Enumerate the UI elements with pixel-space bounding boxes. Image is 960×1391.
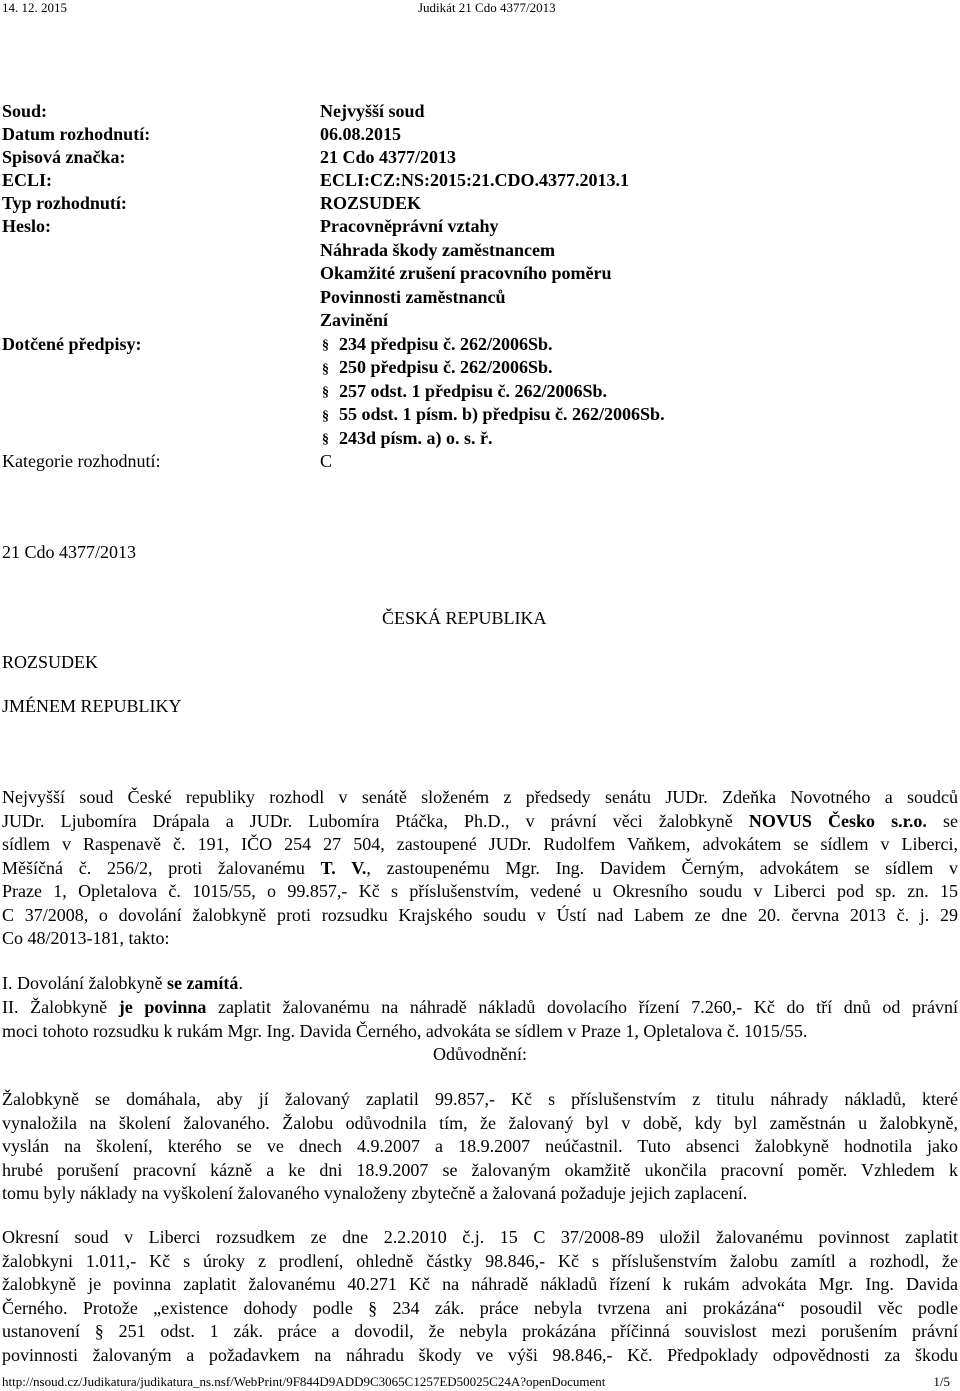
reasons-paragraph-2: Okresní soud v Liberci rozsudkem ze dne 2.2.2010 č.j. 15 C 37/2008-89 uložil žalovanému povinnost zaplatit žalobkyni 1.011,- Kč s úroky z prodlení, ohledně částky 98.846,- Kč s příslušenstvím žalobu zamítl a rozhodl, že žalobkyně je povinna zaplatit žalovanému 40.271 Kč na náhradě nákladů řízení k rukám advokáta Mgr. Ing. Davida Černého. Protože „existence dohody podle § 234 zák. práce nebyla tvrzena ani prokázána“ posoudil věc podle ustanovení § 251 odst. 1 zák. práce a dovodil, že nebyla prokázána příčinná souvislost mezi porušením právní povinnosti žalovaným a požadavkem na náhradu škody ve výši 98.846,- Kč. Předpoklady odpovědnosti za škodu xyxy=(2,1227,958,1365)
meta-label: Datum rozhodnutí: xyxy=(2,124,151,144)
page-footer xyxy=(2,1374,958,1390)
party-defendant: T. V. xyxy=(320,857,367,878)
ruling-1: I. Dovolání žalobkyně se zamítá. xyxy=(2,973,243,993)
keyword: Zavinění xyxy=(320,310,389,330)
law-reference[interactable]: § 234 předpisu č. 262/2006Sb. xyxy=(322,333,553,354)
intro-line: Měšíčná č. 256/2, proti žalovanému T. V., zastoupenému Mgr. Ing. Davidem Černým, advokátem se sídlem v xyxy=(2,857,958,878)
meta-label: Soud: xyxy=(2,101,48,121)
in-name-heading: JMÉNEM REPUBLIKY xyxy=(2,696,182,716)
keyword: Náhrada škody zaměstnancem xyxy=(320,239,556,260)
meta-value-ecli: ECLI:CZ:NS:2015:21.CDO.4377.2013.1 xyxy=(320,170,630,190)
keyword: Okamžité zrušení pracovního poměru xyxy=(320,263,612,283)
svg-text:§: § xyxy=(322,338,329,352)
print-date: 14. 12. 2015 xyxy=(2,0,67,15)
ruling-2: II. Žalobkyně je povinna zaplatit žalovanému na náhradě nákladů dovolacího řízení 7.260,- Kč do tří dnů od právní moci tohoto rozsudku k rukám Mgr. Ing. Davida Černého, advokáta se sídlem v Praze 1, Opletalova č. 1015/55. xyxy=(2,997,958,1041)
svg-text:§: § xyxy=(322,385,329,399)
print-title: Judikát 21 Cdo 4377/2013 xyxy=(418,0,556,15)
intro-line: sídlem v Raspenavě č. 191, IČO 254 27 504, zastoupené JUDr. Rudolfem Vaňkem, advokátem se sídlem v Liberci, xyxy=(2,834,958,854)
reasons-title: Odůvodnění: xyxy=(433,1044,527,1064)
svg-text:§: § xyxy=(322,361,329,375)
meta-label: Spisová značka: xyxy=(2,147,126,167)
case-number: 21 Cdo 4377/2013 xyxy=(2,542,137,562)
meta-label: Dotčené předpisy: xyxy=(2,333,142,354)
keyword: Povinnosti zaměstnanců xyxy=(320,286,506,307)
law-reference[interactable]: § 250 předpisu č. 262/2006Sb. xyxy=(322,357,553,377)
meta-label: ECLI: xyxy=(2,170,53,190)
meta-value-mark: 21 Cdo 4377/2013 xyxy=(320,147,457,167)
intro-line: Praze 1, Opletalova č. 1015/55, o 99.857,- Kč s příslušenstvím, vedené u Okresního soudu v Liberci pod sp. zn. 15 xyxy=(2,881,958,901)
intro-line: Nejvyšší soud České republiky rozhodl v senátě složeném z předsedy senátu JUDr. Zdeňka Novotného a soudců xyxy=(2,787,958,807)
document-body xyxy=(2,0,958,1372)
svg-text:§: § xyxy=(322,408,329,422)
law-reference[interactable]: § 55 odst. 1 písm. b) předpisu č. 262/2006Sb. xyxy=(322,404,665,424)
svg-text:§: § xyxy=(322,432,329,446)
law-reference[interactable]: § 257 odst. 1 předpisu č. 262/2006Sb. xyxy=(322,380,608,401)
meta-label: Typ rozhodnutí: xyxy=(2,193,127,213)
law-reference[interactable]: § 243d písm. a) o. s. ř. xyxy=(322,427,493,448)
republic-heading: ČESKÁ REPUBLIKA xyxy=(382,608,547,628)
meta-label: Heslo: xyxy=(2,216,51,236)
meta-value-category: C xyxy=(320,451,333,471)
page-number: 1/5 xyxy=(933,1374,950,1389)
meta-label: Kategorie rozhodnutí: xyxy=(2,451,161,471)
keyword: Pracovněprávní vztahy xyxy=(320,216,499,236)
intro-line: Co 48/2013-181, takto: xyxy=(2,928,170,948)
meta-value-date: 06.08.2015 xyxy=(320,124,401,144)
reasons-paragraph-1: Žalobkyně se domáhala, aby jí žalovaný zaplatil 99.857,- Kč s příslušenstvím z titulu náhrady nákladů, které vynaložila na školení žalovaného. Žalobu odůvodnila tím, že žalovaný byl v době, kdy byl zaměstnán u žalobkyně, vyslán na školení, kterého se ve dnech 4.9.2007 a 18.9.2007 neúčastnil. Tuto absenci žalobkyně hodnotila jako hrubé porušení pracovní kázně a ke dni 18.9.2007 se žalovaným okamžitě ukončila pracovní poměr. Vzhledem k tomu byly náklady na vyškolení žalovaného vynaloženy zbytečně a žalovaná požaduje jejich zaplacení. xyxy=(2,1089,958,1203)
intro-paragraph xyxy=(2,786,958,951)
meta-value-court: Nejvyšší soud xyxy=(320,101,425,121)
intro-line: JUDr. Ljubomíra Drápala a JUDr. Lubomíra Ptáčka, Ph.D., v právní věci žalobkyně NOVUS Česko s.r.o. se xyxy=(2,810,959,831)
intro-line: C 37/2008, o dovolání žalobkyně proti rozsudku Krajského soudu v Ústí nad Labem ze dne 20. června 2013 č. j. 29 xyxy=(2,904,958,925)
meta-value-type: ROZSUDEK xyxy=(320,193,422,213)
party-plaintiff: NOVUS Česko s.r.o. xyxy=(748,810,927,831)
footer-url[interactable]: http://nsoud.cz/Judikatura/judikatura_ns.nsf/WebPrint/9F844D9ADD9C3065C1257ED50025C24A?openDocument xyxy=(2,1374,606,1389)
verdict-heading: ROZSUDEK xyxy=(2,652,99,672)
